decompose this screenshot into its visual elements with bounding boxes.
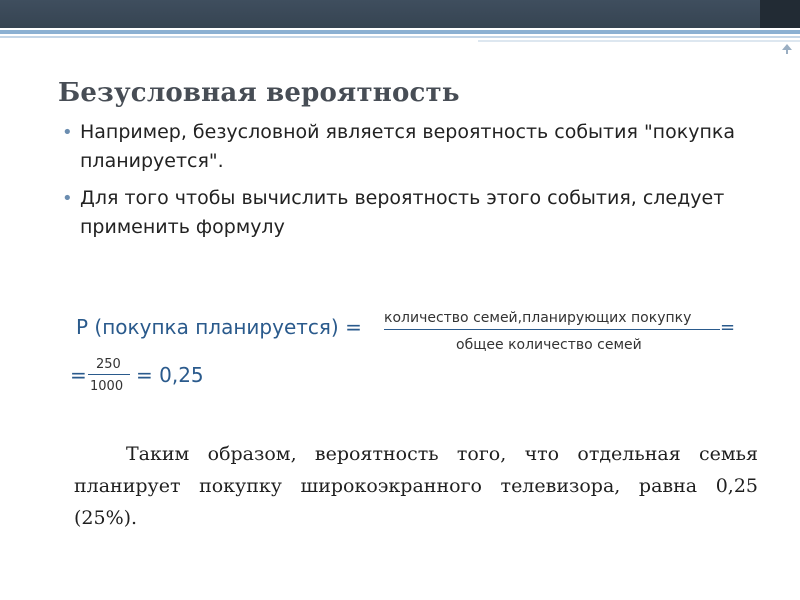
corner-arrow-tail — [786, 50, 788, 54]
conclusion-paragraph: Таким образом, вероятность того, что отдельная семья планирует покупку широкоэкранного телевизора, равна 0,25 (25%). — [74, 443, 758, 529]
bullet-marker-icon: • — [62, 122, 73, 143]
formula-numerator: количество семей,планирующих покупку — [384, 310, 692, 326]
bullet-text: Для того чтобы вычислить вероятность этого события, следует применить формулу — [80, 187, 725, 238]
formula-fraction-bar — [384, 329, 720, 330]
header-stripe — [0, 30, 800, 34]
formula-small-fraction-bar — [88, 374, 130, 375]
top-decorative-band — [0, 0, 800, 28]
bullet-text: Например, безусловной является вероятность события "покупка планируется". — [80, 121, 735, 172]
bullet-marker-icon: • — [62, 188, 73, 209]
header-stripe-right — [478, 40, 800, 42]
header-stripe-thin — [0, 36, 800, 38]
formula-result: = 0,25 — [136, 363, 204, 387]
bullet-item — [60, 184, 760, 242]
bullet-list — [60, 118, 760, 250]
top-corner-block — [760, 0, 800, 28]
bullet-item — [60, 118, 760, 176]
formula-small-denominator: 1000 — [90, 379, 124, 394]
formula-trailing-equals: = — [720, 317, 736, 338]
formula-denominator: общее количество семей — [456, 337, 642, 353]
formula-leading-equals: = — [70, 363, 87, 387]
probability-formula — [70, 307, 756, 397]
formula-lhs: P (покупка планируется) = — [76, 315, 362, 339]
formula-small-numerator: 250 — [96, 357, 121, 372]
slide-title: Безусловная вероятность — [58, 78, 460, 108]
